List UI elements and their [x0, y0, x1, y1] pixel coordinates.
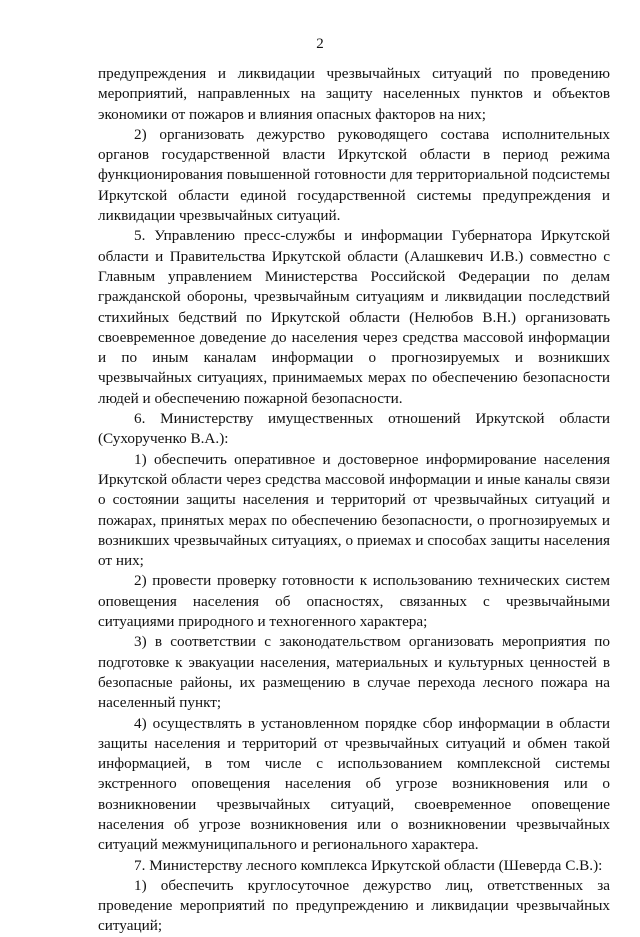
paragraph-item-1-round-the-clock: 1) обеспечить круглосуточное дежурство лиц, ответственных за проведение мероприятий по предупреждению и ликвидации чрезвычайных ситуаций; [98, 876, 610, 935]
paragraph-section-7: 7. Министерству лесного комплекса Иркутской области (Шеверда С.В.): [134, 856, 603, 874]
paragraph-continuation: предупреждения и ликвидации чрезвычайных ситуаций по проведению мероприятий, направленных на защиту населенных пунктов и объектов экономики от пожаров и влияния опасных факторов на них; [98, 65, 610, 123]
page-number: 2 [316, 36, 324, 52]
paragraph-item-2-duty: 2) организовать дежурство руководящего состава исполнительных органов государственной власти Иркутской области в период режима функционирования повышенной готовности для территориальной подсистемы Иркутской области единой государственной системы предупреждения и ликвидации чрезвычайных ситуаций. [98, 125, 610, 225]
paragraph-section-6: 6. Министерству имущественных отношений Иркутской области (Сухорученко В.А.): [98, 410, 610, 448]
paragraph-item-1-inform: 1) обеспечить оперативное и достоверное информирование населения Иркутской области через средства массовой информации и иные каналы связи о состоянии защиты населения и территорий от чрезвычайных ситуаций и пожарах, принятых мерах по обеспечению безопасности, о прогнозируемых и возникших чрезвычайных ситуациях, о приемах и способах защиты населения от них; [98, 450, 610, 570]
paragraph-item-2-check: 2) провести проверку готовности к использованию технических систем оповещения населения об опасностях, связанных с чрезвычайными ситуациями природного и техногенного характера; [98, 572, 610, 631]
paragraph-item-3-evacuation: 3) в соответствии с законодательством организовать мероприятия по подготовке к эвакуации населения, материальных и культурных ценностей в безопасные районы, их размещению в случае перехода лесного пожара на населенный пункт; [98, 633, 610, 712]
paragraph-item-4-information: 4) осуществлять в установленном порядке сбор информации в области защиты населения и территорий от чрезвычайных ситуаций и обмен такой информацией, в том числе с использованием комплексной системы экстренного оповещения населения об угрозе возникновения или о возникновении чрезвычайных ситуаций, своевременное оповещение населения об угрозе возникновения или о возникновении чрезвычайных ситуаций межмуниципального и регионального характера. [98, 714, 610, 854]
document-body [98, 64, 610, 937]
paragraph-section-5: 5. Управлению пресс-службы и информации Губернатора Иркутской области и Правительства Иркутской области (Алашкевич И.В.) совместно с Главным управлением Министерства Российской Федерации по делам гражданской обороны, чрезвычайным ситуациям и ликвидации последствий стихийных бедствий по Иркутской области (Нелюбов В.Н.) организовать своевременное доведение до населения через средства массовой информации и по иным каналам информации о прогнозируемых и возникших чрезвычайных ситуациях, принимаемых мерах по обеспечению безопасности людей и обеспечению пожарной безопасности. [98, 227, 610, 407]
